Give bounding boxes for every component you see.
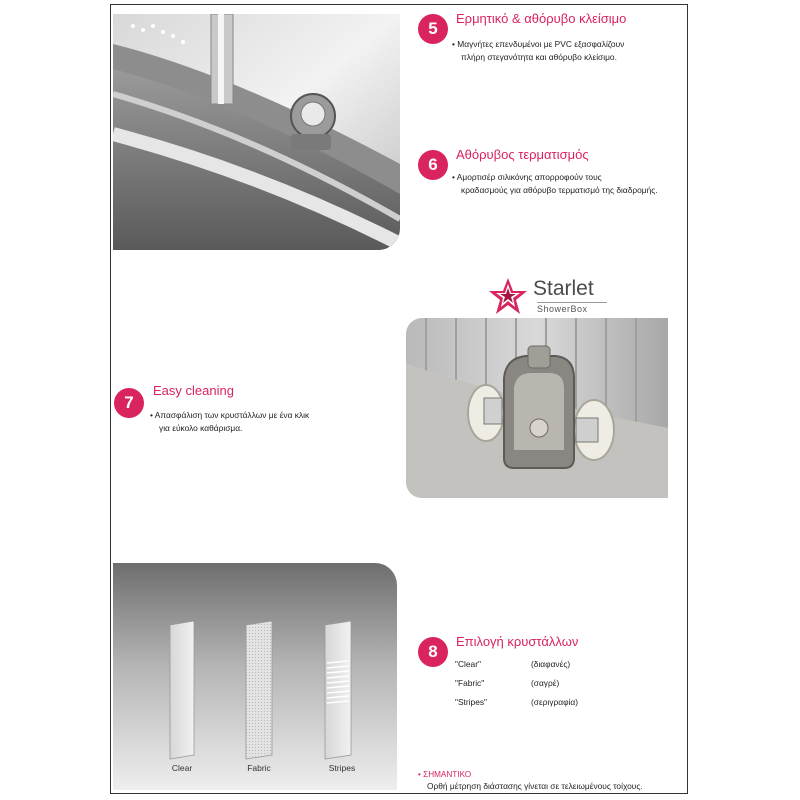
feature-8-title: Επιλογή κρυστάλλων	[456, 634, 579, 649]
starlet-logo	[487, 276, 617, 318]
closure-detail-photo	[113, 14, 400, 250]
feature-6-description	[452, 171, 658, 197]
feature-5-description	[452, 38, 624, 64]
feature-6-title: Αθόρυβος τερματισμός	[456, 147, 589, 162]
feature-7-desc-line1: • Απασφάλιση των κρυστάλλων με ένα κλικ	[150, 410, 310, 420]
glass-options-photo	[113, 563, 397, 790]
brand-name: Starlet	[533, 277, 594, 300]
glass-option-fabric	[455, 678, 559, 688]
glass-option-clear	[455, 659, 570, 669]
important-note-title: • ΣΗΜΑΝΤΙΚΟ	[418, 770, 472, 779]
feature-6-desc-line2: κραδασμούς για αθόρυβο τερματισμό της διαδρομής.	[461, 185, 658, 195]
feature-7-description	[150, 409, 309, 435]
feature-5-desc-line2: πλήρη στεγανότητα και αθόρυβο κλείσιμο.	[461, 52, 617, 62]
feature-6-desc-line1: • Αμορτισέρ σιλικόνης απορροφούν τους	[452, 172, 602, 182]
feature-5-title: Ερμητικό & αθόρυβο κλείσιμο	[456, 11, 627, 26]
brand-subname: ShowerBox	[537, 302, 607, 314]
feature-7-desc-line2: για εύκολο καθάρισμα.	[159, 423, 243, 433]
starlet-star-icon	[487, 276, 529, 316]
feature-5-badge: 5	[418, 14, 448, 44]
glass-label-clear: Clear	[171, 763, 193, 773]
feature-6-badge: 6	[418, 150, 448, 180]
glass-option-desc: (διαφανές)	[531, 659, 571, 669]
glass-option-desc: (σαγρέ)	[531, 678, 560, 688]
important-note-text: Ορθή μέτρηση διάστασης γίνεται σε τελειωμένους τοίχους.	[427, 781, 643, 791]
glass-option-stripes	[455, 697, 578, 707]
feature-5-desc-line1: • Μαγνήτες επενδυμένοι με PVC εξασφαλίζουν	[452, 39, 625, 49]
glass-label-fabric: Fabric	[247, 763, 271, 773]
roller-photo	[406, 318, 668, 498]
feature-7-badge: 7	[114, 388, 144, 418]
glass-option-desc: (σεριγραφία)	[531, 697, 579, 707]
glass-option-name: "Clear"	[455, 659, 481, 669]
feature-8-badge: 8	[418, 637, 448, 667]
glass-option-name: "Fabric"	[455, 678, 485, 688]
glass-label-stripes: Stripes	[328, 763, 356, 773]
feature-7-title: Easy cleaning	[153, 383, 234, 398]
glass-option-name: "Stripes"	[455, 697, 488, 707]
